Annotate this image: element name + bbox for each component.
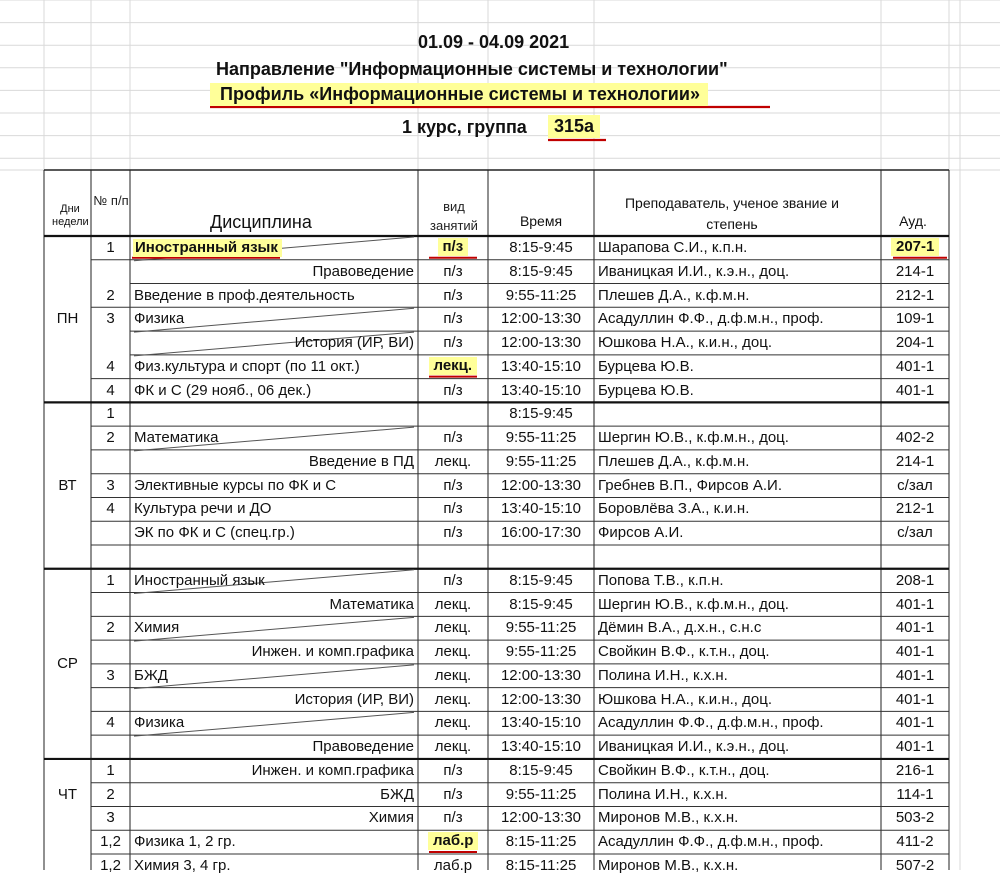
row-room: 401-1 <box>895 666 935 684</box>
row-type: лекц. <box>434 595 472 613</box>
row-room: 401-1 <box>895 690 935 708</box>
row-type: п/з <box>443 809 463 827</box>
course-heading: 1 курс, группа <box>402 117 527 137</box>
row-discipline: Инжен. и комп.графика <box>251 643 414 661</box>
row-discipline: Культура речи и ДО <box>134 500 272 518</box>
row-time: 13:40-15:10 <box>500 357 582 375</box>
row-type: п/з <box>443 524 463 542</box>
row-teacher: Бурцева Ю.В. <box>598 357 694 375</box>
group-number: 315а <box>548 115 600 138</box>
row-num: 4 <box>106 500 115 518</box>
row-room: 208-1 <box>895 571 935 589</box>
row-time: 13:40-15:10 <box>500 738 582 756</box>
row-teacher: Боровлёва З.А., к.и.н. <box>598 500 750 518</box>
row-discipline: Физика <box>134 310 185 328</box>
col-header-teacher: Преподаватель, ученое звание и степень <box>624 195 840 232</box>
row-type: п/з <box>443 571 463 589</box>
row-room: с/зал <box>897 476 933 494</box>
row-teacher: Попова Т.В., к.п.н. <box>598 571 724 589</box>
row-discipline: Химия <box>134 619 180 637</box>
row-num: 3 <box>106 666 115 684</box>
row-time: 12:00-13:30 <box>500 809 582 827</box>
row-discipline: Математика <box>134 429 219 447</box>
row-num: 2 <box>106 429 115 447</box>
row-num: 4 <box>106 381 115 399</box>
row-type: лекц. <box>434 714 472 732</box>
row-room: 401-1 <box>895 595 935 613</box>
row-type: п/з <box>443 761 463 779</box>
profile-heading: Профиль «Информационные системы и технологии» <box>210 83 708 106</box>
col-header-time: Время <box>519 213 563 229</box>
row-type: лекц. <box>434 690 472 708</box>
row-time: 12:00-13:30 <box>500 476 582 494</box>
row-time: 9:55-11:25 <box>505 452 577 470</box>
row-num: 1,2 <box>100 833 121 851</box>
row-type: лекц. <box>434 452 472 470</box>
row-num: 2 <box>106 785 115 803</box>
row-discipline: Физика 1, 2 гр. <box>134 833 236 851</box>
row-room: 411-2 <box>896 833 934 851</box>
row-room: 207-1 <box>891 238 939 256</box>
row-num: 4 <box>106 357 115 375</box>
row-num: 3 <box>106 809 115 827</box>
row-time: 13:40-15:10 <box>500 714 582 732</box>
row-time: 13:40-15:10 <box>500 381 582 399</box>
row-type: п/з <box>443 310 463 328</box>
row-room: 214-1 <box>895 262 935 280</box>
row-room: 114-1 <box>896 785 934 803</box>
row-teacher: Асадуллин Ф.Ф., д.ф.м.н., проф. <box>598 310 824 328</box>
row-discipline: История (ИР, ВИ) <box>294 690 414 708</box>
row-room: 402-2 <box>895 429 935 447</box>
row-room: с/зал <box>897 524 933 542</box>
row-time: 8:15-11:25 <box>505 857 577 874</box>
row-room: 401-1 <box>895 643 935 661</box>
row-type: п/з <box>443 381 463 399</box>
dates-heading: 01.09 - 04.09 2021 <box>418 32 570 52</box>
row-teacher: Асадуллин Ф.Ф., д.ф.м.н., проф. <box>598 714 824 732</box>
row-type: лаб.р <box>428 832 478 850</box>
row-discipline: Правоведение <box>312 262 414 280</box>
row-teacher: Бурцева Ю.В. <box>598 381 694 399</box>
row-discipline: Иностранный язык <box>134 571 265 589</box>
row-teacher: Свойкин В.Ф., к.т.н., доц. <box>598 761 770 779</box>
row-type: п/з <box>443 500 463 518</box>
row-teacher: Шергин Ю.В., к.ф.м.н., доц. <box>598 429 789 447</box>
row-type: п/з <box>438 238 469 256</box>
row-room: 401-1 <box>895 714 935 732</box>
row-discipline: Элективные курсы по ФК и С <box>134 476 337 494</box>
row-type: п/з <box>443 476 463 494</box>
row-num: 1 <box>106 571 115 589</box>
row-discipline: Физика <box>134 714 185 732</box>
row-discipline: Химия <box>368 809 414 827</box>
row-type: п/з <box>443 262 463 280</box>
day-label-3: ЧТ <box>57 785 78 803</box>
row-room: 503-2 <box>895 809 935 827</box>
row-teacher: Иваницкая И.И., к.э.н., доц. <box>598 738 790 756</box>
row-type: лекц. <box>434 738 472 756</box>
row-num: 1 <box>106 405 115 423</box>
row-room: 507-2 <box>895 857 935 874</box>
row-type: лаб.р <box>433 857 473 874</box>
row-num: 3 <box>106 310 115 328</box>
day-label-1: ВТ <box>58 476 77 494</box>
row-teacher: Асадуллин Ф.Ф., д.ф.м.н., проф. <box>598 833 824 851</box>
row-teacher: Шарапова С.И., к.п.н. <box>598 239 748 256</box>
row-num: 1,2 <box>100 857 121 874</box>
row-time: 12:00-13:30 <box>500 666 582 684</box>
row-discipline: История (ИР, ВИ) <box>294 334 414 352</box>
row-teacher: Полина И.Н., к.х.н. <box>598 785 728 803</box>
row-teacher: Плешев Д.А., к.ф.м.н. <box>598 286 750 304</box>
row-teacher: Фирсов А.И. <box>598 524 684 542</box>
row-room: 401-1 <box>895 738 935 756</box>
row-discipline: БЖД <box>380 785 414 803</box>
row-teacher: Миронов М.В., к.х.н. <box>598 809 739 827</box>
row-type: п/з <box>443 429 463 447</box>
col-header-type: вид занятий <box>430 199 478 233</box>
row-type: п/з <box>443 785 463 803</box>
row-room: 214-1 <box>895 452 935 470</box>
row-teacher: Свойкин В.Ф., к.т.н., доц. <box>598 643 770 661</box>
row-num: 3 <box>106 476 115 494</box>
row-time: 8:15-9:45 <box>509 239 573 256</box>
row-teacher: Плешев Д.А., к.ф.м.н. <box>598 452 750 470</box>
row-time: 8:15-9:45 <box>509 595 573 613</box>
row-room: 216-1 <box>895 761 935 779</box>
row-discipline: Химия 3, 4 гр. <box>134 857 231 874</box>
col-header-days: Дни недели <box>52 203 89 228</box>
col-header-num: № п/п <box>93 193 129 208</box>
row-time: 12:00-13:30 <box>500 690 582 708</box>
row-time: 8:15-11:25 <box>505 833 577 851</box>
row-time: 9:55-11:25 <box>505 286 577 304</box>
row-time: 16:00-17:30 <box>500 524 582 542</box>
row-teacher: Шергин Ю.В., к.ф.м.н., доц. <box>598 595 789 613</box>
row-time: 9:55-11:25 <box>505 429 577 447</box>
row-discipline: БЖД <box>134 666 168 684</box>
row-room: 109-1 <box>895 310 935 328</box>
row-teacher: Миронов М.В., к.х.н. <box>598 857 739 874</box>
row-discipline: Введение в проф.деятельность <box>134 286 355 304</box>
row-room: 212-1 <box>895 286 935 304</box>
col-header-discipline: Дисциплина <box>210 212 312 232</box>
row-time: 8:15-9:45 <box>509 571 573 589</box>
row-time: 8:15-9:45 <box>509 262 573 280</box>
row-room: 401-1 <box>895 357 935 375</box>
day-label-2: СР <box>57 654 78 672</box>
row-num: 2 <box>106 619 115 637</box>
row-type: лекц. <box>429 357 478 375</box>
row-time: 12:00-13:30 <box>500 310 582 328</box>
row-room: 401-1 <box>895 381 935 399</box>
day-label-0: ПН <box>56 310 79 328</box>
row-discipline: Правоведение <box>312 738 414 756</box>
row-type: лекц. <box>434 666 472 684</box>
row-time: 13:40-15:10 <box>500 500 582 518</box>
row-discipline: Физ.культура и спорт (по 11 окт.) <box>134 357 360 375</box>
row-teacher: Дёмин В.А., д.х.н., с.н.с <box>598 619 762 637</box>
row-room: 401-1 <box>895 619 935 637</box>
row-discipline: Иностранный язык <box>133 239 282 257</box>
row-num: 1 <box>106 239 115 256</box>
row-time: 12:00-13:30 <box>500 334 582 352</box>
direction-heading: Направление "Информационные системы и технологии" <box>216 59 728 79</box>
row-discipline: ЭК по ФК и С (спец.гр.) <box>134 524 295 542</box>
row-discipline: Введение в ПД <box>308 452 414 470</box>
row-num: 2 <box>106 286 115 304</box>
row-teacher: Полина И.Н., к.х.н. <box>598 666 728 684</box>
row-room: 204-1 <box>895 334 935 352</box>
row-time: 8:15-9:45 <box>509 761 573 779</box>
row-teacher: Иваницкая И.И., к.э.н., доц. <box>598 262 790 280</box>
row-num: 4 <box>106 714 115 732</box>
row-num: 1 <box>106 761 115 779</box>
row-room: 212-1 <box>895 500 935 518</box>
row-type: лекц. <box>434 619 472 637</box>
row-teacher: Юшкова Н.А., к.и.н., доц. <box>598 690 772 708</box>
row-discipline: Инжен. и комп.графика <box>251 761 414 779</box>
row-time: 9:55-11:25 <box>505 785 577 803</box>
row-time: 8:15-9:45 <box>509 405 573 423</box>
row-type: лекц. <box>434 643 472 661</box>
row-time: 9:55-11:25 <box>505 643 577 661</box>
row-teacher: Гребнев В.П., Фирсов А.И. <box>598 476 782 494</box>
row-discipline: Математика <box>329 595 414 613</box>
row-type: п/з <box>443 334 463 352</box>
row-teacher: Юшкова Н.А., к.и.н., доц. <box>598 334 772 352</box>
col-header-room: Ауд. <box>899 213 927 229</box>
row-time: 9:55-11:25 <box>505 619 577 637</box>
row-type: п/з <box>443 286 463 304</box>
row-discipline: ФК и С (29 нояб., 06 дек.) <box>134 381 312 399</box>
